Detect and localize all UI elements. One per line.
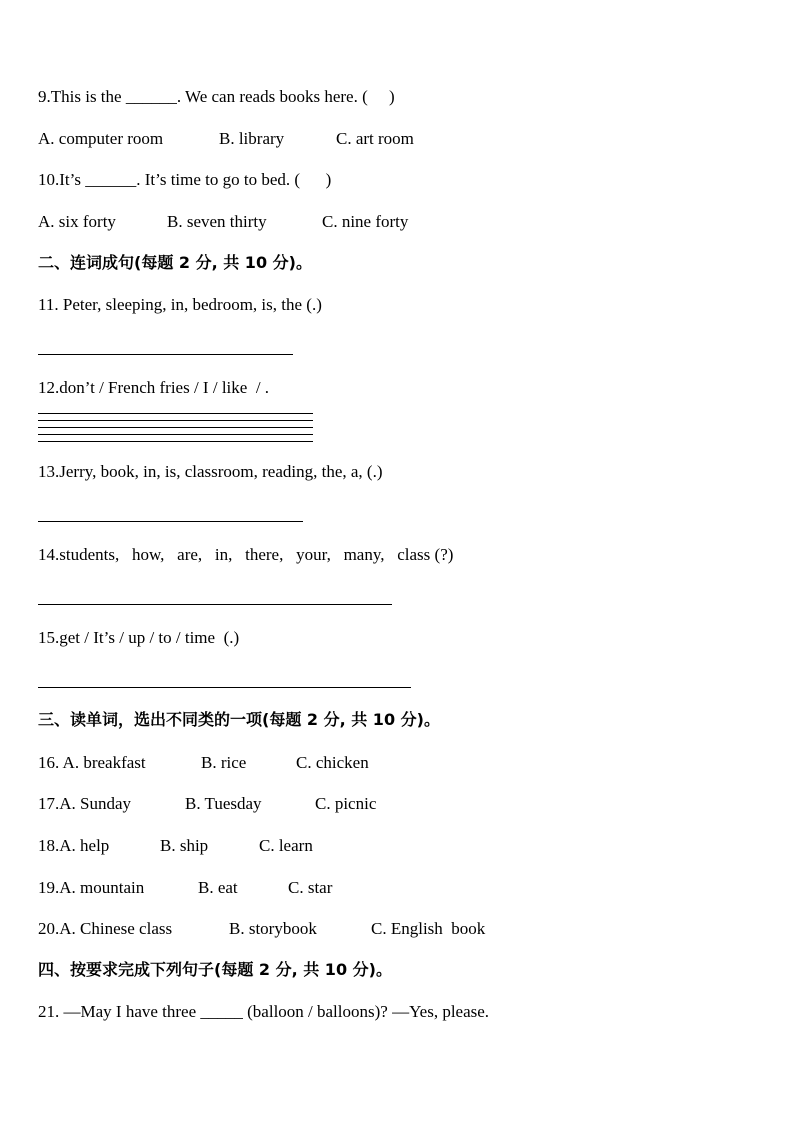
question-12-answer-line-4 xyxy=(38,434,313,435)
question-14-answer-line xyxy=(38,604,392,605)
question-20-option-a: 20.A. Chinese class xyxy=(38,919,173,938)
question-10-option-a: A. six forty xyxy=(38,212,116,231)
question-10-stem: 10.It’s ______. It’s time to go to bed. ( ) xyxy=(38,170,332,189)
question-12-answer-line-5 xyxy=(38,441,313,442)
question-17-option-c: C. picnic xyxy=(315,794,377,813)
question-12-answer-line-3 xyxy=(38,427,313,428)
section-4-heading: 四、按要求完成下列句子(每题 2 分, 共 10 分)。 xyxy=(38,960,392,979)
question-11-stem: 11. Peter, sleeping, in, bedroom, is, the (.) xyxy=(38,295,322,314)
question-21-stem: 21. —May I have three _____ (balloon / balloons)? —Yes, please. xyxy=(38,1002,490,1021)
question-12-stem: 12.don’t / French fries / I / like / . xyxy=(38,378,270,397)
question-18-option-c: C. learn xyxy=(259,836,313,855)
question-9-option-b: B. library xyxy=(219,129,285,148)
question-16-option-a: 16. A. breakfast xyxy=(38,753,146,772)
question-11-answer-line xyxy=(38,354,293,355)
question-18-option-b: B. ship xyxy=(160,836,209,855)
question-10-option-b: B. seven thirty xyxy=(167,212,267,231)
question-20-option-b: B. storybook xyxy=(229,919,317,938)
question-16-option-b: B. rice xyxy=(201,753,247,772)
question-13-answer-line xyxy=(38,521,303,522)
question-9-stem: 9.This is the ______. We can reads books here. ( ) xyxy=(38,87,395,106)
question-18-option-a: 18.A. help xyxy=(38,836,110,855)
question-17-option-a: 17.A. Sunday xyxy=(38,794,132,813)
question-9-option-a: A. computer room xyxy=(38,129,164,148)
question-19-option-b: B. eat xyxy=(198,878,238,897)
question-19-option-c: C. star xyxy=(288,878,333,897)
question-12-answer-line-2 xyxy=(38,420,313,421)
question-15-stem: 15.get / It’s / up / to / time (.) xyxy=(38,628,240,647)
question-14-stem: 14.students, how, are, in, there, your, many, class (?) xyxy=(38,545,454,564)
question-16-option-c: C. chicken xyxy=(296,753,369,772)
section-2-heading: 二、连词成句(每题 2 分, 共 10 分)。 xyxy=(38,253,312,272)
question-17-option-b: B. Tuesday xyxy=(185,794,262,813)
question-15-answer-line xyxy=(38,687,411,688)
section-3-heading: 三、读单词，选出不同类的一项(每题 2 分, 共 10 分)。 xyxy=(38,710,440,729)
question-12-answer-line-1 xyxy=(38,413,313,414)
question-9-option-c: C. art room xyxy=(336,129,414,148)
question-13-stem: 13.Jerry, book, in, is, classroom, reading, the, a, (.) xyxy=(38,462,383,481)
question-20-option-c: C. English book xyxy=(371,919,486,938)
question-19-option-a: 19.A. mountain xyxy=(38,878,145,897)
question-10-option-c: C. nine forty xyxy=(322,212,409,231)
